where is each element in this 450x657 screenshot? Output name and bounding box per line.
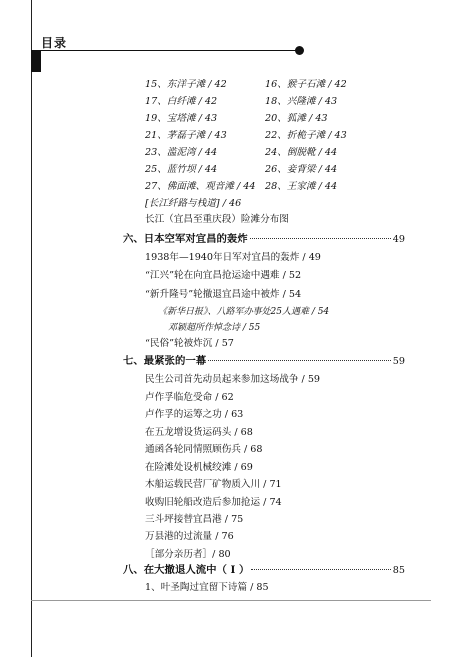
toc-entry[interactable]: 在五龙增设货运码头 / 68 xyxy=(145,427,253,438)
chapter-page: 85 xyxy=(392,565,405,576)
toc-entry[interactable]: “江兴”轮在向宜昌抢运途中遇难 / 52 xyxy=(145,270,302,281)
toc-entry[interactable]: 三斗坪接替宜昌港 / 75 xyxy=(145,514,244,525)
header-block xyxy=(31,50,41,72)
toc-entry[interactable]: 卢作孚临危受命 / 62 xyxy=(145,392,234,403)
toc-entry[interactable]: 26、妾背梁 / 44 xyxy=(265,164,338,175)
toc-entry[interactable]: 邓颖超所作悼念诗 / 55 xyxy=(168,323,261,333)
toc-entry[interactable]: 17、白纤滩 / 42 xyxy=(145,96,218,107)
toc-entry[interactable]: 通函各轮同情照顾伤兵 / 68 xyxy=(145,444,263,455)
toc-entry[interactable]: [长江纤路与栈道] / 46 xyxy=(145,198,242,209)
toc-entry[interactable]: 18、兴隆滩 / 43 xyxy=(265,96,338,107)
toc-entry[interactable]: 收购旧轮船改造后参加抢运 / 74 xyxy=(145,497,282,508)
toc-entry[interactable]: 15、东洋子滩 / 42 xyxy=(145,79,227,90)
toc-entry[interactable]: 1、叶圣陶过宜留下诗篇 / 85 xyxy=(145,582,269,593)
header-dot xyxy=(295,46,304,55)
page-title: 目录 xyxy=(41,36,68,50)
toc-entry[interactable]: 28、王家滩 / 44 xyxy=(265,181,338,192)
leader-dots xyxy=(208,360,391,361)
toc-entry[interactable]: 19、宝塔滩 / 43 xyxy=(145,113,218,124)
toc-entry[interactable]: 25、蓝竹坝 / 44 xyxy=(145,164,218,175)
toc-entry[interactable]: 《新华日报》、八路军办事处25人遇难 / 54 xyxy=(158,307,330,317)
toc-entry[interactable]: 23、滥泥湾 / 44 xyxy=(145,147,218,158)
chapter-title: 六、日本空军对宜昌的轰炸 xyxy=(123,233,248,245)
toc-entry[interactable]: 民生公司首先动员起来参加这场战争 / 59 xyxy=(145,374,321,385)
toc-entry[interactable]: 木船运载民营厂矿物质入川 / 71 xyxy=(145,479,282,490)
chapter-heading[interactable] xyxy=(123,233,405,246)
toc-entry[interactable]: 卢作孚的运筹之功 / 63 xyxy=(145,409,244,420)
toc-entry[interactable]: 22、折桅子滩 / 43 xyxy=(265,130,347,141)
leader-dots xyxy=(251,569,390,570)
toc-entry[interactable]: 1938年—1940年日军对宜昌的轰炸 / 49 xyxy=(145,252,321,263)
toc-entry[interactable]: 在险滩处设机械绞滩 / 69 xyxy=(145,462,253,473)
chapter-page: 49 xyxy=(392,234,405,245)
toc-entry[interactable]: ［部分亲历者］/ 80 xyxy=(145,549,231,560)
header-rule xyxy=(41,50,299,51)
sidebar-bar xyxy=(31,0,32,657)
toc-entry[interactable]: 万县港的过流量 / 76 xyxy=(145,531,234,542)
bottom-rule xyxy=(31,600,431,601)
chapter-heading[interactable] xyxy=(123,355,405,368)
toc-entry[interactable]: 长江（宜昌至重庆段）险滩分布图 xyxy=(145,214,289,225)
leader-dots xyxy=(250,238,391,239)
toc-entry[interactable]: 27、佛面滩、观音滩 / 44 xyxy=(145,181,256,192)
chapter-title: 八、在大撤退人流中（ I ） xyxy=(123,564,250,576)
chapter-heading[interactable] xyxy=(123,564,405,577)
toc-entry[interactable]: “新升隆号”轮撤退宜昌途中被炸 / 54 xyxy=(145,289,302,300)
toc-entry[interactable]: 21、茅磊子滩 / 43 xyxy=(145,130,227,141)
toc-entry[interactable]: “民俗”轮被炸沉 / 57 xyxy=(145,338,234,349)
chapter-page: 59 xyxy=(392,356,405,367)
toc-entry[interactable]: 16、猴子石滩 / 42 xyxy=(265,79,347,90)
chapter-title: 七、最紧张的一幕 xyxy=(123,355,207,367)
toc-entry[interactable]: 24、倒脱靴 / 44 xyxy=(265,147,338,158)
toc-entry[interactable]: 20、狐滩 / 43 xyxy=(265,113,328,124)
